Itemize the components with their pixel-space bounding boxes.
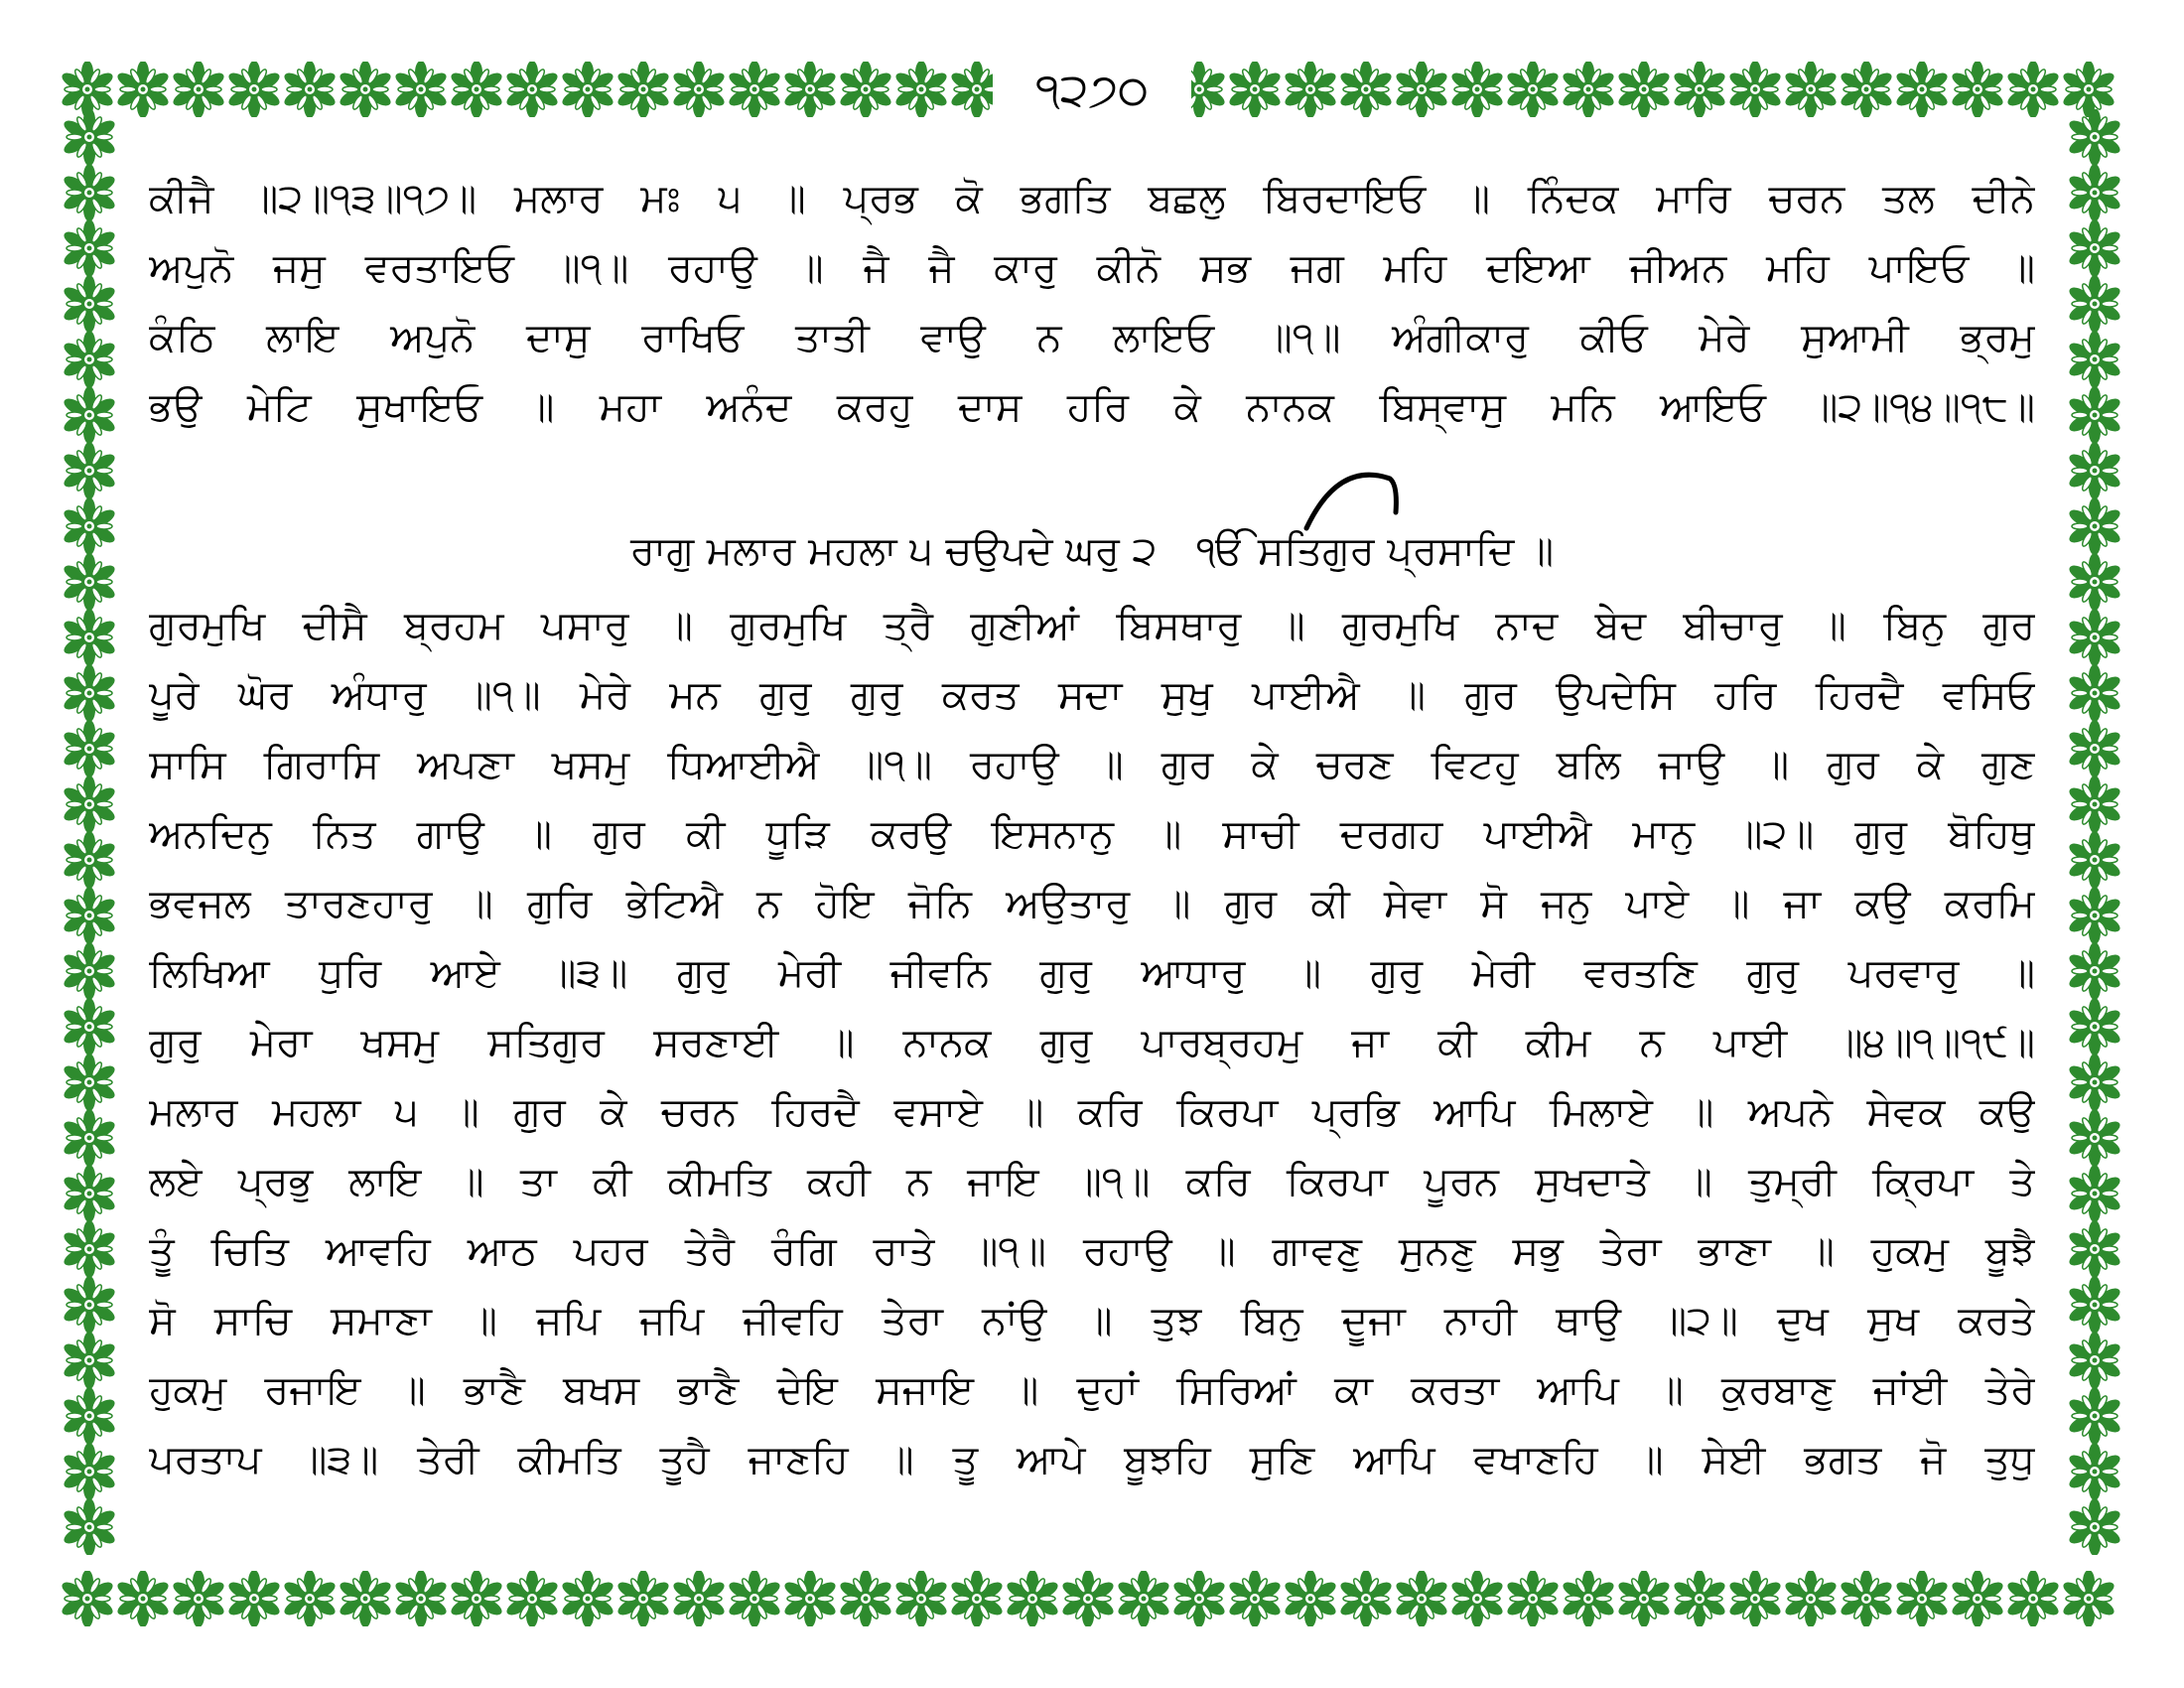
- text-line: ਸਾਸਿ ਗਿਰਾਸਿ ਅਪਣਾ ਖਸਮੁ ਧਿਆਈਐ ॥੧॥ ਰਹਾਉ ॥ ਗੁਰ ਕੇ ਚਰਣ ਵਿਟਹੁ ਬਲਿ ਜਾਉ ॥ ਗੁਰ ਕੇ ਗੁਣ: [149, 742, 2035, 787]
- flower-icon: [2067, 165, 2122, 220]
- flower-icon: [62, 1333, 117, 1388]
- flower-icon: [1394, 1571, 1449, 1626]
- text-line: ਭਉ ਮੇਟਿ ਸੁਖਾਇਓ ॥ ਮਹਾ ਅਨੰਦ ਕਰਹੁ ਦਾਸ ਹਰਿ ਕੇ ਨਾਨਕ ਬਿਸ੍ਵਾਸੁ ਮਨਿ ਆਇਓ ॥੨॥੧੪॥੧੮॥: [149, 384, 2035, 430]
- text-line: ਸੋ ਸਾਚਿ ਸਮਾਣਾ ॥ ਜਪਿ ਜਪਿ ਜੀਵਹਿ ਤੇਰਾ ਨਾਂਉ ॥ ਤੁਝ ਬਿਨੁ ਦੂਜਾ ਨਾਹੀ ਥਾਉ ॥੨॥ ਦੁਖ ਸੁਖ ਕਰਤੇ: [149, 1298, 2035, 1343]
- flower-icon: [62, 665, 117, 721]
- flower-icon: [782, 1571, 838, 1626]
- border-left: [60, 109, 119, 1579]
- flower-icon: [2067, 1166, 2122, 1221]
- flower-icon: [449, 1571, 504, 1626]
- flower-icon: [1449, 62, 1505, 117]
- flower-icon: [1672, 62, 1727, 117]
- invocation: ੴ ਸਤਿਗੁਰ ਪ੍ਰਸਾਦਿ ॥: [1196, 528, 1555, 574]
- text-line: ਗੁਰਮੁਖਿ ਦੀਸੈ ਬ੍ਰਹਮ ਪਸਾਰੁ ॥ ਗੁਰਮੁਖਿ ਤ੍ਰੈ ਗੁਣੀਆਂ ਬਿਸਥਾਰੁ ॥ ਗੁਰਮੁਖਿ ਨਾਦ ਬੇਦ ਬੀਚਾਰੁ ॥ ਬਿਨੁ ਗੁਰ: [149, 603, 2035, 648]
- flower-icon: [115, 62, 171, 117]
- flower-icon: [62, 1499, 117, 1555]
- flower-icon: [615, 62, 671, 117]
- flower-icon: [282, 1571, 338, 1626]
- flower-icon: [338, 62, 393, 117]
- flower-icon: [1283, 62, 1338, 117]
- flower-icon: [115, 1571, 171, 1626]
- flower-icon: [60, 1571, 115, 1626]
- text-line: ਲਿਖਿਆ ਧੁਰਿ ਆਏ ॥੩॥ ਗੁਰੁ ਮੇਰੀ ਜੀਵਨਿ ਗੁਰੁ ਆਧਾਰੁ ॥ ਗੁਰੁ ਮੇਰੀ ਵਰਤਣਿ ਗੁਰੁ ਪਰਵਾਰੁ ॥: [149, 950, 2035, 996]
- flower-icon: [1060, 1571, 1116, 1626]
- flower-icon: [2067, 888, 2122, 943]
- flower-icon: [62, 387, 117, 443]
- flower-icon: [1561, 62, 1616, 117]
- text-line: ਕੀਜੈ ॥੨॥੧੩॥੧੭॥ ਮਲਾਰ ਮਃ ੫ ॥ ਪ੍ਰਭ ਕੋ ਭਗਤਿ ਬਛਲੁ ਬਿਰਦਾਇਓ ॥ ਨਿੰਦਕ ਮਾਰਿ ਚਰਨ ਤਲ ਦੀਨੇ: [149, 176, 2035, 221]
- flower-icon: [782, 62, 838, 117]
- flower-icon: [1950, 1571, 2005, 1626]
- flower-icon: [1227, 62, 1283, 117]
- raag-title: ਰਾਗੁ ਮਲਾਰ ਮਹਲਾ ੫ ਚਉਪਦੇ ਘਰੁ ੨: [629, 528, 1158, 574]
- flower-icon: [226, 62, 282, 117]
- flower-icon: [2061, 1571, 2116, 1626]
- text-line: ਅਨਦਿਨੁ ਨਿਤ ਗਾਉ ॥ ਗੁਰ ਕੀ ਧੂੜਿ ਕਰਉ ਇਸਨਾਨੁ ॥ ਸਾਚੀ ਦਰਗਹ ਪਾਈਐ ਮਾਨੁ ॥੨॥ ਗੁਰੁ ਬੋਹਿਥੁ: [149, 811, 2035, 857]
- flower-icon: [2067, 332, 2122, 387]
- flower-icon: [671, 62, 727, 117]
- flower-icon: [838, 62, 893, 117]
- flower-icon: [2067, 1499, 2122, 1555]
- flower-icon: [560, 62, 615, 117]
- flower-icon: [1171, 1571, 1227, 1626]
- flower-icon: [2067, 109, 2122, 165]
- flower-icon: [504, 62, 560, 117]
- flower-icon: [62, 554, 117, 610]
- flower-icon: [2067, 1388, 2122, 1444]
- flower-icon: [1338, 1571, 1394, 1626]
- flower-icon: [62, 832, 117, 888]
- flower-icon: [226, 1571, 282, 1626]
- flower-icon: [2067, 999, 2122, 1055]
- flower-icon: [1672, 1571, 1727, 1626]
- flower-icon: [2005, 1571, 2061, 1626]
- flower-icon: [727, 1571, 782, 1626]
- flower-icon: [62, 1277, 117, 1333]
- flower-icon: [338, 1571, 393, 1626]
- flower-icon: [2067, 498, 2122, 554]
- flower-icon: [1783, 1571, 1839, 1626]
- flower-icon: [1394, 62, 1449, 117]
- flower-icon: [2067, 1110, 2122, 1166]
- flower-icon: [1839, 1571, 1894, 1626]
- flower-icon: [393, 62, 449, 117]
- flower-icon: [62, 610, 117, 665]
- flower-icon: [1839, 62, 1894, 117]
- flower-icon: [1894, 62, 1950, 117]
- flower-icon: [2067, 1277, 2122, 1333]
- flower-icon: [1505, 62, 1561, 117]
- flower-icon: [893, 62, 949, 117]
- flower-icon: [1727, 62, 1783, 117]
- flower-icon: [62, 165, 117, 220]
- flower-icon: [1616, 1571, 1672, 1626]
- flower-icon: [615, 1571, 671, 1626]
- flower-icon: [62, 443, 117, 498]
- flower-icon: [62, 943, 117, 999]
- flower-icon: [838, 1571, 893, 1626]
- flower-icon: [2067, 220, 2122, 276]
- flower-icon: [1894, 1571, 1950, 1626]
- flower-icon: [62, 776, 117, 832]
- flower-icon: [2067, 1444, 2122, 1499]
- border-right: [2065, 109, 2124, 1579]
- flower-icon: [62, 721, 117, 776]
- flower-icon: [2067, 443, 2122, 498]
- text-line: ਗੁਰੁ ਮੇਰਾ ਖਸਮੁ ਸਤਿਗੁਰ ਸਰਣਾਈ ॥ ਨਾਨਕ ਗੁਰੁ ਪਾਰਬ੍ਰਹਮੁ ਜਾ ਕੀ ਕੀਮ ਨ ਪਾਈ ॥੪॥੧॥੧੯॥: [149, 1020, 2035, 1065]
- flower-icon: [727, 62, 782, 117]
- flower-icon: [1449, 1571, 1505, 1626]
- text-line: ਪੂਰੇ ਘੋਰ ਅੰਧਾਰੁ ॥੧॥ ਮੇਰੇ ਮਨ ਗੁਰੁ ਗੁਰੁ ਕਰਤ ਸਦਾ ਸੁਖੁ ਪਾਈਐ ॥ ਗੁਰ ਉਪਦੇਸਿ ਹਰਿ ਹਿਰਦੈ ਵਸਿਓ: [149, 672, 2035, 718]
- flower-icon: [2067, 832, 2122, 888]
- flower-icon: [2067, 665, 2122, 721]
- flower-icon: [2067, 943, 2122, 999]
- flower-icon: [62, 1110, 117, 1166]
- text-line: ਮਲਾਰ ਮਹਲਾ ੫ ॥ ਗੁਰ ਕੇ ਚਰਨ ਹਿਰਦੈ ਵਸਾਏ ॥ ਕਰਿ ਕਿਰਪਾ ਪ੍ਰਭਿ ਆਪਿ ਮਿਲਾਏ ॥ ਅਪਨੇ ਸੇਵਕ ਕਉ: [149, 1089, 2035, 1135]
- page-number: ੧੨੭੦: [993, 58, 1191, 121]
- flower-icon: [62, 332, 117, 387]
- flower-icon: [2067, 1221, 2122, 1277]
- flower-icon: [282, 62, 338, 117]
- flower-icon: [949, 1571, 1005, 1626]
- flower-icon: [1950, 62, 2005, 117]
- flower-icon: [560, 1571, 615, 1626]
- flower-icon: [2067, 776, 2122, 832]
- flower-icon: [1783, 62, 1839, 117]
- flower-icon: [449, 62, 504, 117]
- flower-icon: [171, 1571, 226, 1626]
- flower-icon: [2067, 610, 2122, 665]
- flower-icon: [2067, 1055, 2122, 1110]
- flower-icon: [62, 1221, 117, 1277]
- flower-icon: [504, 1571, 560, 1626]
- flower-icon: [62, 276, 117, 332]
- flower-icon: [2067, 387, 2122, 443]
- text-line: ਅਪੁਨੋ ਜਸੁ ਵਰਤਾਇਓ ॥੧॥ ਰਹਾਉ ॥ ਜੈ ਜੈ ਕਾਰੁ ਕੀਨੋ ਸਭ ਜਗ ਮਹਿ ਦਇਆ ਜੀਅਨ ਮਹਿ ਪਾਇਓ ॥: [149, 245, 2035, 291]
- flower-icon: [1616, 62, 1672, 117]
- text-line: ਪਰਤਾਪ ॥੩॥ ਤੇਰੀ ਕੀਮਤਿ ਤੂਹੈ ਜਾਣਹਿ ॥ ਤੂ ਆਪੇ ਬੂਝਹਿ ਸੁਣਿ ਆਪਿ ਵਖਾਣਹਿ ॥ ਸੇਈ ਭਗਤ ਜੋ ਤੁਧੁ: [149, 1437, 2035, 1482]
- flower-icon: [62, 999, 117, 1055]
- flower-icon: [1505, 1571, 1561, 1626]
- flower-icon: [62, 1166, 117, 1221]
- flower-icon: [2067, 554, 2122, 610]
- border-bottom: [60, 1569, 2124, 1628]
- flower-icon: [62, 109, 117, 165]
- text-line: ਹੁਕਮੁ ਰਜਾਇ ॥ ਭਾਣੈ ਬਖਸ ਭਾਣੈ ਦੇਇ ਸਜਾਇ ॥ ਦੁਹਾਂ ਸਿਰਿਆਂ ਕਾ ਕਰਤਾ ਆਪਿ ॥ ਕੁਰਬਾਣੁ ਜਾਂਈ ਤੇਰੇ: [149, 1367, 2035, 1413]
- flower-icon: [1227, 1571, 1283, 1626]
- flower-icon: [2067, 721, 2122, 776]
- flower-icon: [1561, 1571, 1616, 1626]
- flower-icon: [2067, 1333, 2122, 1388]
- flower-icon: [171, 62, 226, 117]
- text-line: ਤੂੰ ਚਿਤਿ ਆਵਹਿ ਆਠ ਪਹਰ ਤੇਰੈ ਰੰਗਿ ਰਾਤੇ ॥੧॥ ਰਹਾਉ ॥ ਗਾਵਣੁ ਸੁਨਣੁ ਸਭੁ ਤੇਰਾ ਭਾਣਾ ॥ ਹੁਕਮੁ ਬੂਝੈ: [149, 1228, 2035, 1274]
- flower-icon: [2005, 62, 2061, 117]
- flower-icon: [393, 1571, 449, 1626]
- flower-icon: [62, 1055, 117, 1110]
- flower-icon: [62, 220, 117, 276]
- flower-icon: [893, 1571, 949, 1626]
- flower-icon: [671, 1571, 727, 1626]
- flower-icon: [62, 1444, 117, 1499]
- flower-icon: [1116, 1571, 1171, 1626]
- flower-icon: [62, 498, 117, 554]
- shabad-heading: [496, 516, 1688, 586]
- text-line: ਭਵਜਲ ਤਾਰਣਹਾਰੁ ॥ ਗੁਰਿ ਭੇਟਿਐ ਨ ਹੋਇ ਜੋਨਿ ਅਉਤਾਰੁ ॥ ਗੁਰ ਕੀ ਸੇਵਾ ਸੋ ਜਨੁ ਪਾਏ ॥ ਜਾ ਕਉ ਕਰਮਿ: [149, 881, 2035, 926]
- flower-icon: [62, 1388, 117, 1444]
- flower-icon: [2067, 276, 2122, 332]
- text-line: ਕੰਠਿ ਲਾਇ ਅਪੁਨੋ ਦਾਸੁ ਰਾਖਿਓ ਤਾਤੀ ਵਾਉ ਨ ਲਾਇਓ ॥੧॥ ਅੰਗੀਕਾਰੁ ਕੀਓ ਮੇਰੇ ਸੁਆਮੀ ਭ੍ਰਮੁ: [149, 315, 2035, 360]
- flower-icon: [1005, 1571, 1060, 1626]
- flower-icon: [1338, 62, 1394, 117]
- flower-icon: [1727, 1571, 1783, 1626]
- text-line: ਲਏ ਪ੍ਰਭੁ ਲਾਇ ॥ ਤਾ ਕੀ ਕੀਮਤਿ ਕਹੀ ਨ ਜਾਇ ॥੧॥ ਕਰਿ ਕਿਰਪਾ ਪੂਰਨ ਸੁਖਦਾਤੇ ॥ ਤੁਮ੍ਰੀ ਕ੍ਰਿਪਾ ਤੇ: [149, 1159, 2035, 1204]
- flower-icon: [1283, 1571, 1338, 1626]
- flower-icon: [62, 888, 117, 943]
